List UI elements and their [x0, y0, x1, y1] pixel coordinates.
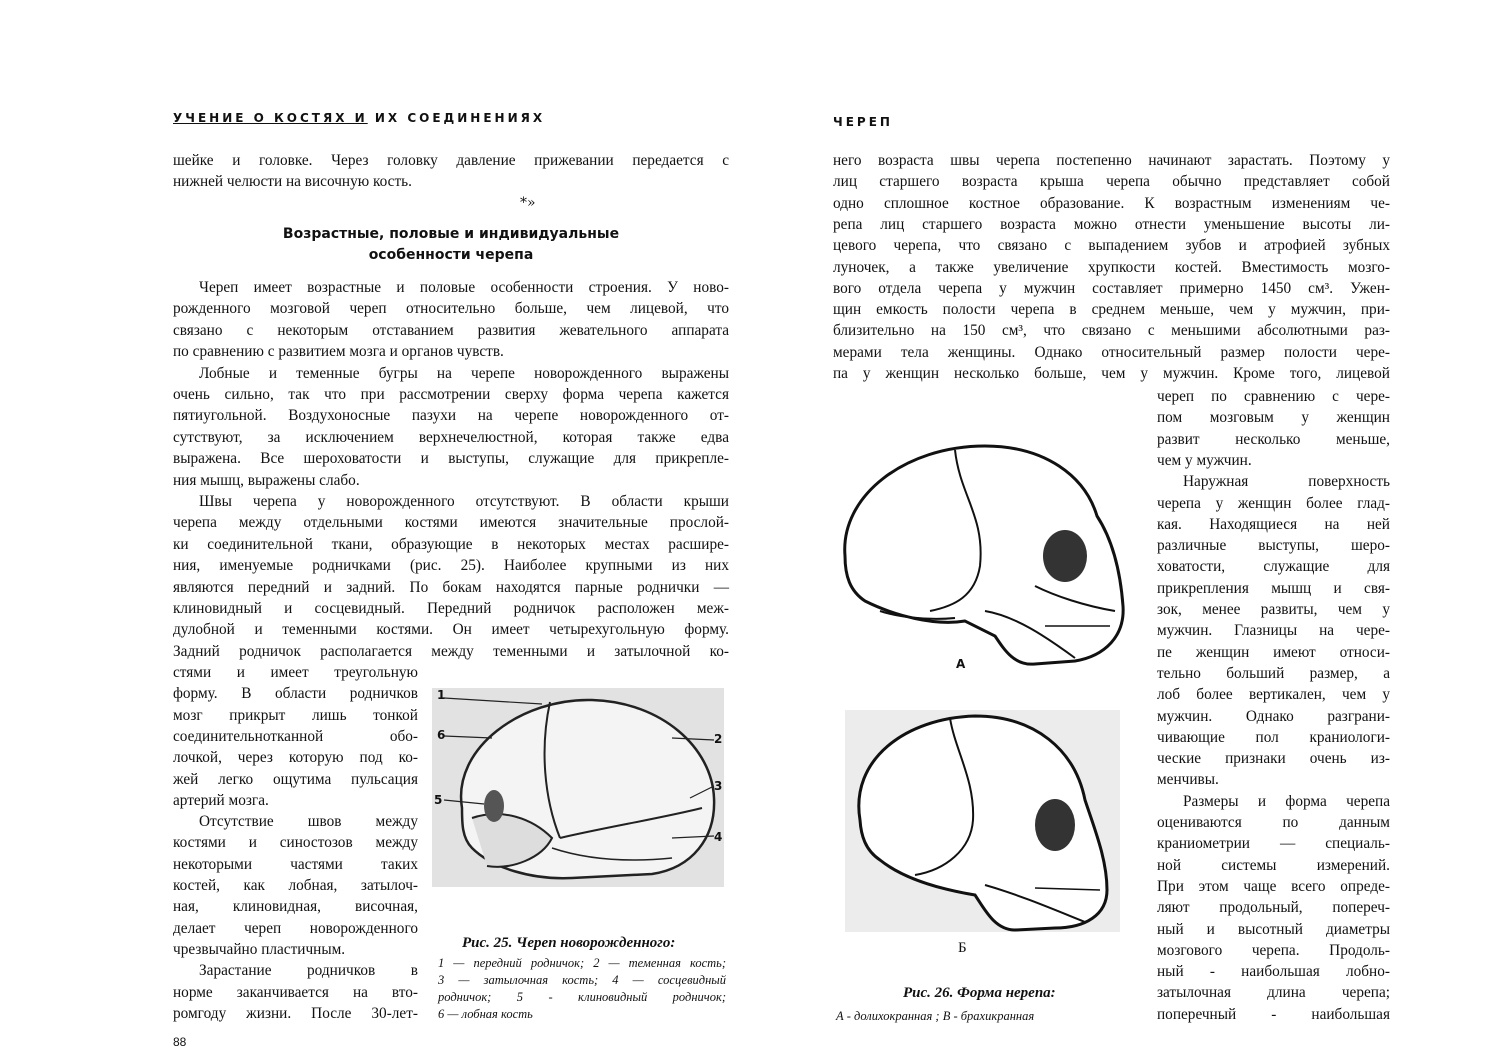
text-line: костей, как лобная, затылоч-: [173, 877, 418, 894]
text-line: При этом чаще всего опреде-: [1157, 877, 1390, 895]
text-line: па у женщин несколько больше, чем у мужчин. Кроме того, лицевой: [833, 365, 1390, 382]
figure-25-caption-line: 1 — передний родничок; 2 — теменная кость;: [438, 956, 726, 970]
fig25-label-6: 6: [437, 728, 446, 742]
text-line: ный и высотный диаметры: [1157, 920, 1390, 938]
text-line: мозг прикрыт лишь тонкой: [173, 706, 418, 724]
figure-26-caption-title: Рис. 26. Форма нерепа:: [903, 985, 1056, 1001]
figure-26b-image: [845, 710, 1120, 932]
text-line: поперечный - наибольшая: [1157, 1005, 1390, 1023]
text-line: ховатости, служащие для: [1157, 558, 1390, 576]
text-line: лиц старшего возраста крыша черепа обычно представляет собой: [833, 173, 1390, 191]
text-line: краниометрии — специаль-: [1157, 835, 1390, 853]
text-line: ляют продольный, попереч-: [1157, 899, 1390, 917]
text-line: ный - наибольшая лобно-: [1157, 963, 1390, 981]
text-line: прикрепления мышц и свя-: [1157, 579, 1390, 597]
text-line: очень сильно, так что при рассмотрении сверху форма черепа кажется: [173, 386, 729, 403]
section-heading-line-2: особенности черепа: [368, 247, 534, 263]
text-line: менчивы.: [1157, 771, 1219, 789]
text-line: Лобные и теменные бугры на черепе новорожденного выражены: [199, 364, 729, 382]
figure-25-caption-line: 6 — лобная кость: [438, 1007, 533, 1021]
text-line: клиновидный и сосцевидный. Передний родничок расположен меж-: [173, 600, 729, 617]
text-line: нижней челюсти на височную кость.: [173, 173, 412, 190]
text-line: по сравнению с развитием мозга и органов чувств.: [173, 343, 504, 361]
text-line: лоб более вертикален, чем у: [1157, 686, 1390, 704]
text-line: пе женщин имеют относи-: [1157, 643, 1390, 661]
text-line: щин емкость полости черепа в среднем меньше, чем у мужчин, при-: [833, 301, 1390, 319]
text-line: ромгоду жизни. После 30-лет-: [173, 1004, 418, 1022]
text-line: ная, клиновидная, височная,: [173, 898, 418, 916]
text-line: оцениваются по данным: [1157, 814, 1390, 831]
brachycranial-skull-drawing: [845, 710, 1120, 932]
text-line: лочкой, через которую под ко-: [173, 749, 418, 767]
page-number: 88: [173, 1035, 187, 1049]
text-line: Швы черепа у новорожденного отсутствуют. В области крыши: [199, 493, 729, 510]
text-line: рожденного мозговой череп относительно больше, чем лицевой, что: [173, 300, 729, 318]
text-line: шейке и головке. Через головку давление прижевании передается с: [173, 152, 729, 169]
figure-26a-image: [835, 436, 1130, 674]
figure-25-caption-line: родничок; 5 - клиновидный родничок;: [438, 990, 726, 1004]
fig25-label-2: 2: [714, 732, 723, 746]
text-line: форму. В области родничков: [173, 685, 418, 703]
running-head-rest: ИХ СОЕДИНЕНИЯХ: [367, 111, 546, 125]
fig25-label-3: 3: [714, 779, 723, 793]
text-line: стями и имеет треугольную: [173, 664, 418, 681]
text-line: костями и синостозов между: [173, 834, 418, 852]
text-line: Задний родничок располагается между теменными и затылочной ко-: [173, 642, 729, 660]
left-running-head: [173, 111, 545, 125]
text-line: выражена. Все шероховатости и выступы, служащие для прикрепле-: [173, 450, 729, 468]
text-line: черепа между отдельными костями имеются значительные прослой-: [173, 514, 729, 532]
text-line: дулобной и теменными костями. Он имеет четырехугольную форму.: [173, 621, 729, 639]
text-line: развит несколько меньше,: [1157, 430, 1390, 448]
section-heading-line-1: Возрастные, половые и индивидуальные: [282, 226, 620, 242]
text-line: одно сплошное костное образование. К возрастным изменениям че-: [833, 194, 1390, 212]
text-line: зок, менее развиты, чем у: [1157, 601, 1390, 618]
text-line: Наружная поверхность: [1183, 473, 1390, 491]
figure-25-caption-title: Рис. 25. Череп новорожденного:: [462, 935, 676, 951]
text-line: норме заканчивается на вто-: [173, 983, 418, 1001]
text-line: цевого черепа, что связано с выпадением зубов и атрофией зубных: [833, 237, 1390, 255]
text-line: Череп имеет возрастные и половые особенности строения. У ново-: [199, 279, 729, 296]
text-line: близительно на 150 см³, что связано с меньшими абсолютными раз-: [833, 322, 1390, 340]
text-line: ческие признаки очень из-: [1157, 750, 1390, 768]
text-line: различные выступы, шеро-: [1157, 537, 1390, 555]
text-line: пятиугольной. Воздухоносные пазухи на черепе новорожденного от-: [173, 407, 729, 425]
newborn-skull-drawing: [432, 688, 724, 887]
text-line: артерий мозга.: [173, 791, 269, 809]
text-line: ния мышц, выражены слабо.: [173, 471, 360, 489]
text-line: луночек, а также увеличение хрупкости костей. Вместимость мозго-: [833, 258, 1390, 276]
text-line: черепа у женщин более глад-: [1157, 494, 1390, 512]
figure-26-caption-line: А - долихокранная ; В - брахикранная: [836, 1009, 1035, 1023]
right-running-head: ЧЕРЕП: [833, 115, 893, 129]
text-line: мерами тела женщины. Однако относительный размер полости чере-: [833, 343, 1390, 361]
text-line: мужчин. Глазницы на чере-: [1157, 622, 1390, 640]
text-line: Зарастание родничков в: [199, 962, 418, 980]
text-line: некоторыми частями таких: [173, 855, 418, 873]
dolichocranial-skull-drawing: [835, 436, 1130, 674]
text-line: затылочная длина черепа;: [1157, 984, 1390, 1002]
text-line: него возраста швы черепа постепенно начинают зарастать. Поэтому у: [833, 152, 1390, 169]
text-line: репа лиц старшего возраста можно отнести уменьшение высоты ли-: [833, 215, 1390, 233]
separator: *»: [520, 195, 536, 211]
text-line: соединительнотканной обо-: [173, 727, 418, 745]
text-line: ной системы измерений.: [1157, 856, 1390, 874]
text-line: тельно больший размер, а: [1157, 664, 1390, 682]
text-line: ки соединительной ткани, образующие в некоторых местах расшире-: [173, 535, 729, 553]
text-line: вого отдела черепа у мужчин составляет примерно 1450 см³. Ужен-: [833, 279, 1390, 297]
fig25-label-4: 4: [714, 830, 723, 844]
text-line: кая. Находящиеся на ней: [1157, 515, 1390, 533]
text-line: ния, именуемые родничками (рис. 25). Наиболее крупными из них: [173, 557, 729, 575]
text-line: являются передний и задний. По бокам находятся парные роднички —: [173, 578, 729, 596]
text-line: мужчин. Однако разграни-: [1157, 707, 1390, 725]
fig25-label-5: 5: [434, 793, 443, 807]
text-line: череп по сравнению с чере-: [1157, 388, 1390, 405]
text-line: сутствуют, за исключением верхнечелюстной, которая также едва: [173, 428, 729, 446]
figure-25-caption-line: 3 — затылочная кость; 4 — сосцевидный: [438, 973, 726, 987]
running-head-underlined: УЧЕНИЕ О КОСТЯХ И: [173, 111, 368, 125]
text-line: жей легко ощутима пульсация: [173, 770, 418, 788]
text-line: чивающие пол краниологи-: [1157, 728, 1390, 746]
text-line: пом мозговым у женщин: [1157, 409, 1390, 427]
text-line: делает череп новорожденного: [173, 919, 418, 937]
fig26-label-a: А: [956, 657, 966, 671]
fig25-label-1: 1: [437, 688, 446, 702]
figure-25-image: [432, 688, 724, 887]
text-line: чрезвычайно пластичным.: [173, 940, 346, 958]
fig26-label-b: Б: [958, 940, 967, 956]
text-line: чем у мужчин.: [1157, 451, 1252, 469]
text-line: Отсутствие швов между: [199, 813, 418, 831]
text-line: связано с некоторым отставанием развития жевательного аппарата: [173, 321, 729, 339]
text-line: мозгового черепа. Продоль-: [1157, 941, 1390, 959]
text-line: Размеры и форма черепа: [1183, 792, 1390, 810]
